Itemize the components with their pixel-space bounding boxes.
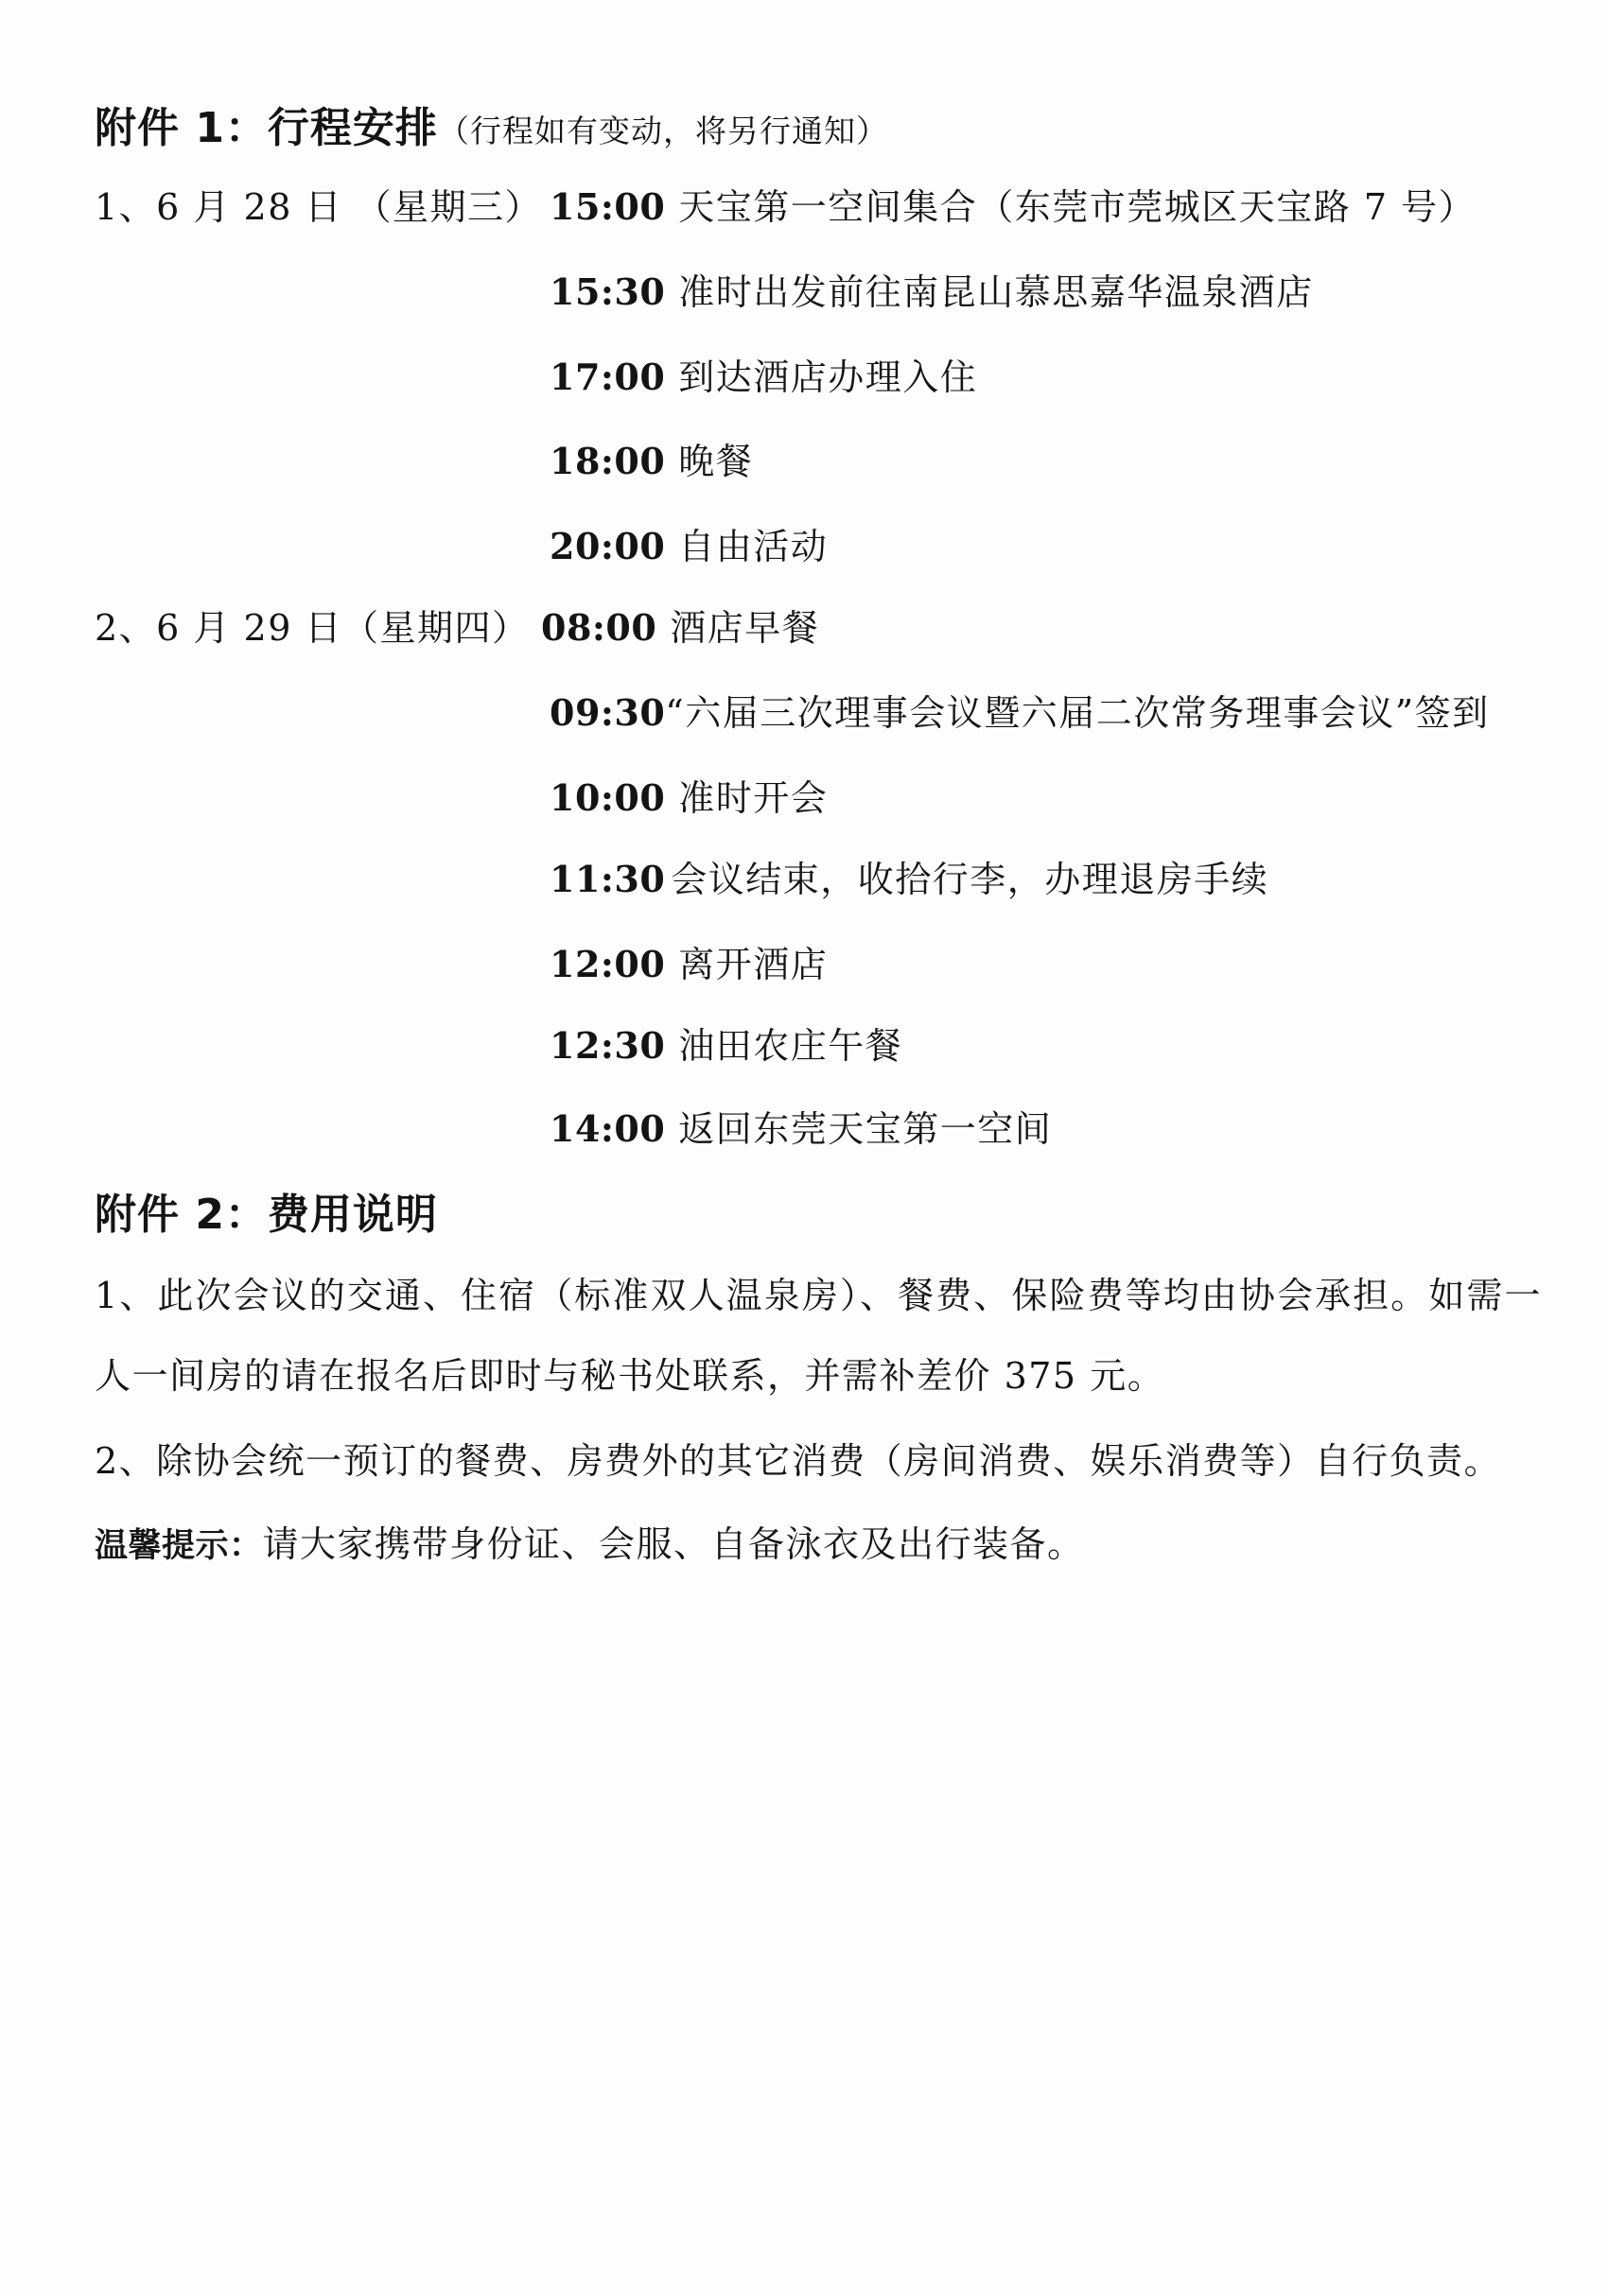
attachment1-heading	[95, 102, 888, 158]
entry-text: 到达酒店办理入住	[678, 357, 978, 398]
attachment1-note: （行程如有变动，将另行通知）	[437, 113, 888, 149]
itinerary-row	[0, 1105, 1608, 1153]
entry-text: 油田农庄午餐	[678, 1025, 903, 1067]
entry-text: 自由活动	[678, 526, 829, 567]
reminder-label: 温馨提示：	[95, 1527, 263, 1565]
itinerary-entry	[550, 183, 1476, 231]
entry-time: 09:30	[550, 691, 666, 734]
itinerary-row	[0, 689, 1608, 737]
itinerary-entry	[550, 438, 753, 485]
itinerary-row	[0, 941, 1608, 988]
entry-time: 08:00	[541, 606, 657, 649]
entry-text: 会议结束，收拾行李，办理退房手续	[671, 859, 1269, 900]
itinerary-row	[0, 604, 1608, 652]
entry-text: “六届三次理事会议暨六届二次常务理事会议”签到	[665, 692, 1490, 734]
attachment1-title: 附件 1：行程安排	[95, 104, 438, 152]
entry-text: 晚餐	[678, 441, 754, 482]
fee-item-1: 1、此次会议的交通、住宿（标准双人温泉房）、餐费、保险费等均由协会承担。如需一人一间房的请在报名后即时与秘书处联系，并需补差价 375 元。	[95, 1275, 1542, 1397]
itinerary-row	[0, 438, 1608, 485]
itinerary-row	[0, 523, 1608, 570]
itinerary-entry	[550, 1105, 1052, 1153]
entry-time: 14:00	[550, 1107, 666, 1150]
itinerary-row	[0, 774, 1608, 822]
itinerary-entry	[550, 774, 828, 822]
entry-text: 准时出发前往南昆山慕思嘉华温泉酒店	[678, 271, 1314, 313]
entry-time: 18:00	[550, 440, 666, 482]
entry-text: 天宝第一空间集合（东莞市莞城区天宝路 7 号）	[678, 186, 1477, 228]
entry-time: 15:00	[550, 185, 666, 228]
reminder	[95, 1521, 1085, 1570]
day-label: 1、6 月 28 日 （星期三）	[95, 186, 543, 228]
itinerary-entry	[550, 269, 1314, 316]
entry-time: 12:00	[550, 943, 666, 985]
fee-item-2: 2、除协会统一预订的餐费、房费外的其它消费（房间消费、娱乐消费等）自行负责。	[95, 1440, 1502, 1482]
attachment2-heading	[95, 1189, 438, 1242]
entry-time: 17:00	[550, 356, 666, 398]
itinerary-entry	[541, 604, 819, 652]
entry-time: 12:30	[550, 1024, 666, 1067]
entry-time: 11:30	[550, 858, 666, 900]
entry-text: 准时开会	[678, 777, 829, 819]
reminder-text: 请大家携带身份证、会服、自备泳衣及出行装备。	[262, 1523, 1085, 1565]
itinerary-row	[0, 856, 1608, 903]
entry-text: 酒店早餐	[670, 607, 820, 649]
itinerary-entry	[550, 523, 828, 570]
entry-time: 10:00	[550, 776, 666, 819]
entry-text: 离开酒店	[678, 944, 829, 985]
itinerary-entry	[550, 941, 828, 988]
itinerary-entry	[550, 689, 1490, 737]
itinerary-row	[0, 269, 1608, 316]
entry-text: 返回东莞天宝第一空间	[678, 1108, 1053, 1150]
attachment2-title: 附件 2：费用说明	[95, 1191, 438, 1239]
entry-time: 20:00	[550, 525, 666, 567]
itinerary-entry	[550, 856, 1268, 903]
itinerary-entry	[550, 1022, 902, 1070]
itinerary-row	[0, 354, 1608, 401]
entry-time: 15:30	[550, 270, 666, 313]
itinerary-row	[0, 1022, 1608, 1070]
day-label: 2、6 月 29 日（星期四）	[95, 607, 530, 649]
itinerary-row	[0, 183, 1608, 231]
itinerary-entry	[550, 354, 977, 401]
